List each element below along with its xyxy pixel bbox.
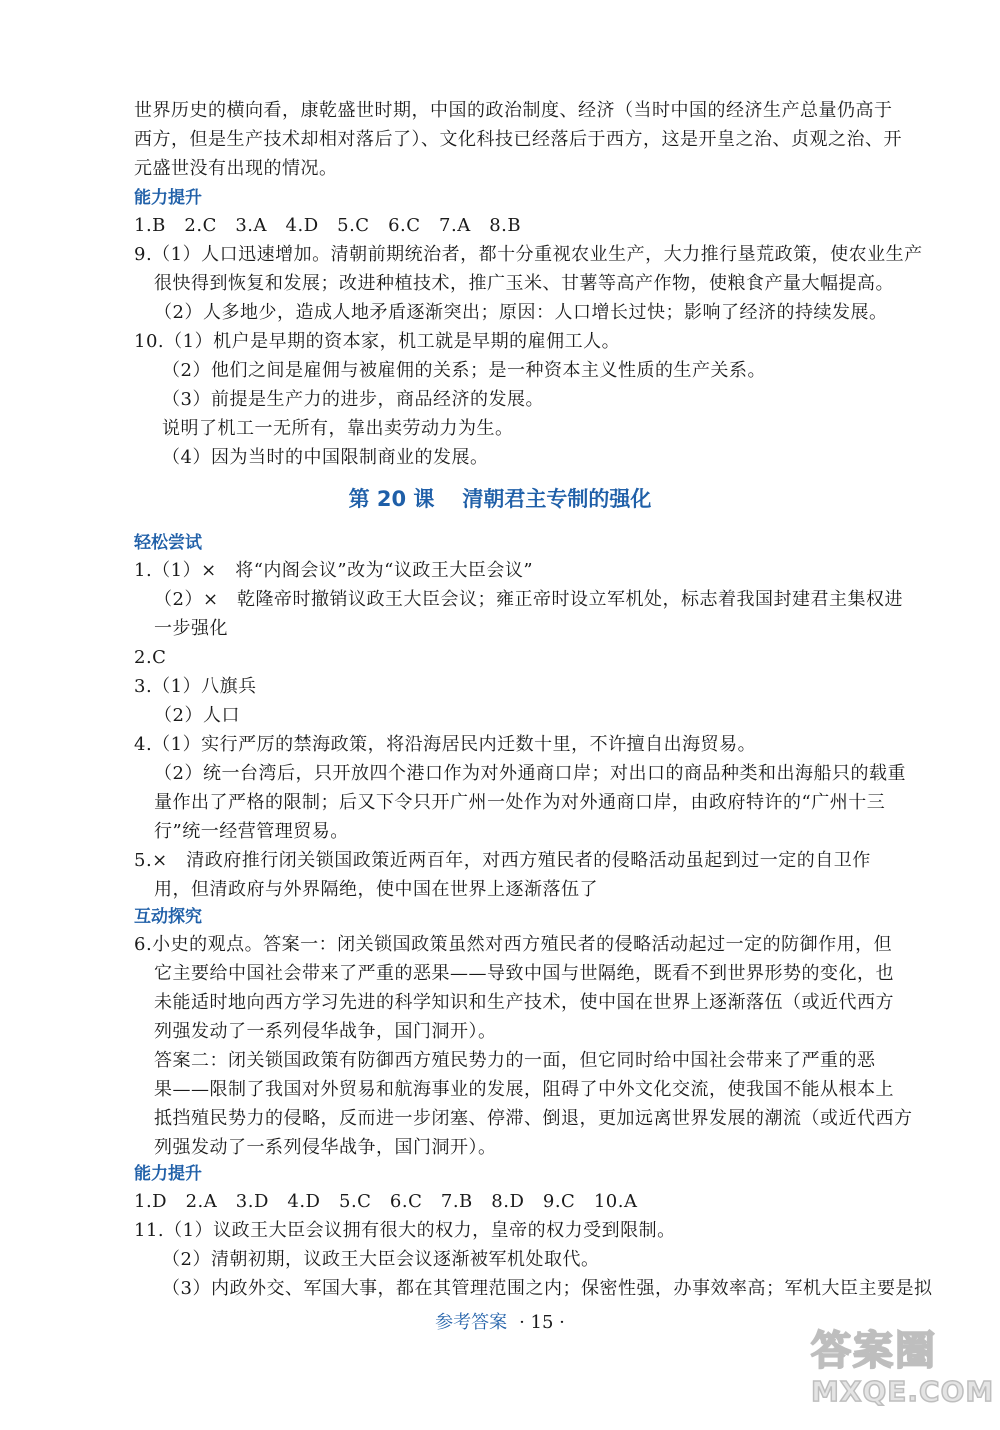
text-line: 元盛世没有出现的情况。: [134, 158, 338, 179]
answer-line: 它主要给中国社会带来了严重的恶果——导致中国与世隔绝，既看不到世界形势的变化，也: [154, 963, 894, 984]
answer-line: 果——限制了我国对外贸易和航海事业的发展，阻碍了中外文化交流，使我国不能从根本上: [154, 1079, 894, 1100]
answer-line: 抵挡殖民势力的侵略，反而进一步闭塞、停滞、倒退，更加远离世界发展的潮流（或近代西方: [154, 1108, 913, 1129]
answer-line: 10.（1）机户是早期的资本家，机工就是早期的雇佣工人。: [134, 331, 621, 352]
answer-line: 1.（1）× 将“内阁会议”改为“议政王大臣会议”: [134, 560, 534, 581]
answer-line: 一步强化: [154, 618, 228, 639]
answer-line: 4.（1）实行严厉的禁海政策，将沿海居民内迁数十里，不许擅自出海贸易。: [134, 734, 757, 755]
text-line: 世界历史的横向看，康乾盛世时期，中国的政治制度、经济（当时中国的经济生产总量仍高于: [134, 100, 893, 121]
lesson-name: 清朝君主专制的强化: [462, 487, 652, 511]
watermark-bottom-text: MXQE.COM: [811, 1375, 995, 1408]
lesson-number: 第 20 课: [348, 487, 435, 511]
answer-line: 6.小史的观点。答案一：闭关锁国政策虽然对西方殖民者的侵略活动起过一定的防御作用，但: [134, 934, 893, 955]
footer-label: 参考答案: [435, 1312, 508, 1333]
watermark-top-text: 答案圈: [811, 1328, 937, 1374]
answer-line: 5.× 清政府推行闭关锁国政策近两百年，对西方殖民者的侵略活动虽起到过一定的自卫作: [134, 850, 871, 871]
answer-line: （2）人口: [154, 705, 240, 726]
answer-line: 9.（1）人口迅速增加。清朝前期统治者，都十分重视农业生产，大力推行垦荒政策，使农业生产: [134, 244, 923, 265]
section-heading-easy: 轻松尝试: [134, 533, 202, 553]
answer-line: （3）内政外交、军国大事，都在其管理范围之内；保密性强，办事效率高；军机大臣主要是拟: [162, 1278, 933, 1299]
page-number: · 15 ·: [519, 1312, 565, 1333]
answer-line: （2）他们之间是雇佣与被雇佣的关系；是一种资本主义性质的生产关系。: [162, 360, 766, 381]
section-heading-ability: 能力提升: [134, 188, 202, 208]
answer-line: 1.B 2.C 3.A 4.D 5.C 6.C 7.A 8.B: [134, 215, 522, 236]
answer-line: 量作出了严格的限制；后又下令只开广州一处作为对外通商口岸，由政府特许的“广州十三: [154, 792, 886, 813]
answer-line: （4）因为当时的中国限制商业的发展。: [162, 447, 489, 468]
answer-line: （3）前提是生产力的进步，商品经济的发展。: [162, 389, 544, 410]
section-heading-interact: 互动探究: [134, 907, 202, 927]
section-heading-ability: 能力提升: [134, 1164, 202, 1184]
answer-line: 11.（1）议政王大臣会议拥有很大的权力，皇帝的权力受到限制。: [134, 1220, 676, 1241]
answer-line: 说明了机工一无所有，靠出卖劳动力为生。: [162, 418, 514, 439]
answer-line: 用，但清政府与外界隔绝，使中国在世界上逐渐落伍了: [154, 879, 598, 900]
answer-line: 3.（1）八旗兵: [134, 676, 257, 697]
answer-line: 很快得到恢复和发展；改进种植技术，推广玉米、甘薯等高产作物，使粮食产量大幅提高。: [154, 273, 894, 294]
answer-line: （2）清朝初期，议政王大臣会议逐渐被军机处取代。: [162, 1249, 600, 1270]
answer-line: 未能适时地向西方学习先进的科学知识和生产技术，使中国在世界上逐渐落伍（或近代西方: [154, 992, 894, 1013]
answer-line: 2.C: [134, 647, 167, 668]
text-line: 西方，但是生产技术却相对落后了）、文化科技已经落后于西方，这是开皇之治、贞观之治、开: [134, 129, 902, 150]
answer-line: 行”统一经营管理贸易。: [154, 821, 349, 842]
answer-line: 答案二：闭关锁国政策有防御西方殖民势力的一面，但它同时给中国社会带来了严重的恶: [154, 1050, 876, 1071]
lesson-title: [0, 486, 1000, 512]
answer-line: 1.D 2.A 3.D 4.D 5.C 6.C 7.B 8.D 9.C 10.A: [134, 1191, 638, 1212]
answer-line: （2）人多地少，造成人地矛盾逐渐突出；原因：人口增长过快；影响了经济的持续发展。: [154, 302, 888, 323]
answer-line: （2）× 乾隆帝时撤销议政王大臣会议；雍正帝时设立军机处，标志着我国封建君主集权进: [154, 589, 904, 610]
answer-line: 列强发动了一系列侵华战争，国门洞开）。: [154, 1021, 497, 1042]
watermark-logo: [811, 1327, 995, 1422]
answer-line: （2）统一台湾后，只开放四个港口作为对外通商口岸；对出口的商品种类和出海船只的载重: [154, 763, 906, 784]
answer-line: 列强发动了一系列侵华战争，国门洞开）。: [154, 1137, 497, 1158]
